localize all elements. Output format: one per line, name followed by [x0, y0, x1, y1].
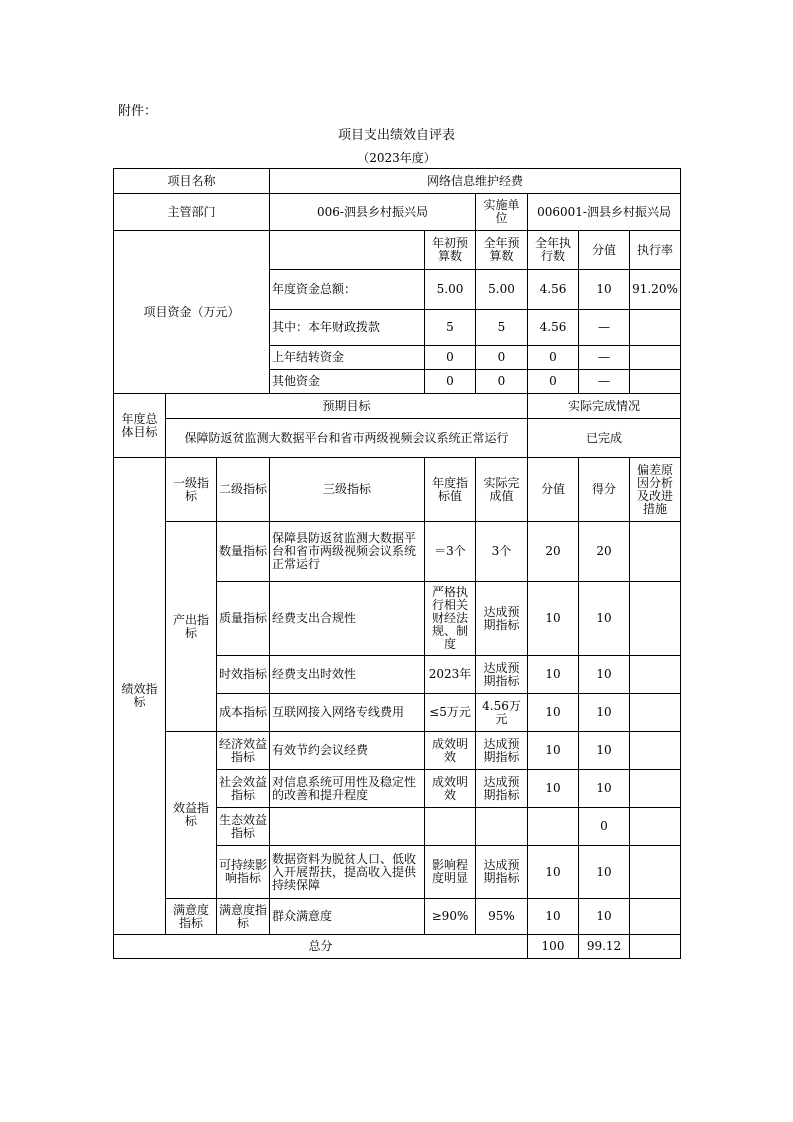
- indicator-target: ≥90%: [425, 899, 476, 935]
- attachment-label: 附件：: [118, 104, 158, 119]
- indicator-score-value: 10: [528, 732, 579, 770]
- indicators-header-level2: 二级指标: [217, 458, 270, 522]
- funds-row-rate: 91.20%: [630, 270, 681, 310]
- indicator-level3: 有效节约会议经费: [270, 732, 425, 770]
- funds-row-initial: 5: [425, 310, 476, 346]
- total-reason: [630, 935, 681, 959]
- indicators-header-actual: 实际完成值: [476, 458, 528, 522]
- department-value: 006-泗县乡村振兴局: [270, 194, 476, 231]
- total-row: [114, 935, 681, 959]
- goals-expected-label: 预期目标: [166, 394, 528, 419]
- funds-row-annual: 5: [476, 310, 528, 346]
- indicator-score: 10: [579, 770, 630, 808]
- indicator-score: 10: [579, 899, 630, 935]
- indicator-target: [425, 808, 476, 846]
- total-score-value: 100: [528, 935, 579, 959]
- indicator-level2: 经济效益指标: [217, 732, 270, 770]
- goals-content-row: [114, 419, 681, 458]
- indicator-level2: 时效指标: [217, 656, 270, 694]
- indicator-reason: [630, 899, 681, 935]
- indicator-score: 10: [579, 846, 630, 899]
- indicator-level3: 群众满意度: [270, 899, 425, 935]
- indicator-target: 成效明效: [425, 770, 476, 808]
- indicator-actual: 4.56万元: [476, 694, 528, 732]
- funds-row-name: 上年结转资金: [270, 346, 425, 370]
- indicator-reason: [630, 656, 681, 694]
- funds-header-blank: [270, 231, 425, 270]
- indicator-target: 影响程度明显: [425, 846, 476, 899]
- indicator-score: 10: [579, 694, 630, 732]
- indicator-level3: 经费支出时效性: [270, 656, 425, 694]
- indicators-label: 绩效指标: [114, 458, 166, 935]
- indicator-level2: 质量指标: [217, 582, 270, 656]
- project-name-label: 项目名称: [114, 169, 270, 194]
- indicator-level3: 保障县防返贫监测大数据平台和省市两级视频会议系统正常运行: [270, 522, 425, 582]
- funds-row-initial: 0: [425, 346, 476, 370]
- indicator-score: 0: [579, 808, 630, 846]
- indicator-score-value: 10: [528, 582, 579, 656]
- funds-header-executed: 全年执行数: [528, 231, 579, 270]
- goals-header-row: [114, 394, 681, 419]
- indicator-target: 严格执行相关财经法规、制度: [425, 582, 476, 656]
- funds-header-annual: 全年预算数: [476, 231, 528, 270]
- indicator-score: 20: [579, 522, 630, 582]
- total-score: 99.12: [579, 935, 630, 959]
- funds-row-score-value: —: [579, 310, 630, 346]
- indicators-header-reason: 偏差原因分析及改进措施: [630, 458, 681, 522]
- indicator-reason: [630, 846, 681, 899]
- indicators-header-level1: 一级指标: [166, 458, 217, 522]
- indicator-score: 10: [579, 732, 630, 770]
- project-name-value: 网络信息维护经费: [270, 169, 681, 194]
- department-row: [114, 194, 681, 231]
- indicator-score-value: 10: [528, 899, 579, 935]
- indicator-score-value: [528, 808, 579, 846]
- goals-expected: 保障防返贫监测大数据平台和省市两级视频会议系统正常运行: [166, 419, 528, 458]
- indicator-target: ＝3个: [425, 522, 476, 582]
- indicator-actual: 达成预期指标: [476, 582, 528, 656]
- indicator-score-value: 10: [528, 770, 579, 808]
- indicator-actual: 3个: [476, 522, 528, 582]
- funds-header-initial: 年初预算数: [425, 231, 476, 270]
- indicator-reason: [630, 770, 681, 808]
- indicator-level1: 效益指标: [166, 732, 217, 899]
- implementing-unit-value: 006001-泗县乡村振兴局: [528, 194, 681, 231]
- indicator-target: 2023年: [425, 656, 476, 694]
- indicator-row: [114, 732, 681, 770]
- indicator-level3: 对信息系统可用性及稳定性的改善和提升程度: [270, 770, 425, 808]
- goals-actual: 已完成: [528, 419, 681, 458]
- indicator-level3: 经费支出合规性: [270, 582, 425, 656]
- form-title: 项目支出绩效自评表: [337, 128, 455, 143]
- indicator-score-value: 20: [528, 522, 579, 582]
- funds-row-executed: 0: [528, 346, 579, 370]
- indicators-header-score: 得分: [579, 458, 630, 522]
- indicator-actual: 95%: [476, 899, 528, 935]
- form-year: （2023年度）: [357, 151, 436, 165]
- funds-row-annual: 0: [476, 346, 528, 370]
- total-label: 总分: [114, 935, 528, 959]
- indicators-header-score-value: 分值: [528, 458, 579, 522]
- funds-row-rate: [630, 370, 681, 394]
- funds-row-name: 其中：本年财政拨款: [270, 310, 425, 346]
- indicator-reason: [630, 582, 681, 656]
- indicator-score: 10: [579, 582, 630, 656]
- indicator-row: [114, 899, 681, 935]
- funds-row-executed: 4.56: [528, 270, 579, 310]
- indicator-target: 成效明效: [425, 732, 476, 770]
- indicator-reason: [630, 522, 681, 582]
- funds-row-name: 年度资金总额：: [270, 270, 425, 310]
- funds-row-executed: 4.56: [528, 310, 579, 346]
- indicator-target: ≤5万元: [425, 694, 476, 732]
- indicator-actual: 达成预期指标: [476, 846, 528, 899]
- indicator-level3: 数据资料为脱贫人口、低收入开展帮扶，提高收入提供持续保障: [270, 846, 425, 899]
- funds-header-rate: 执行率: [630, 231, 681, 270]
- evaluation-table: [113, 168, 681, 959]
- indicator-level2: 社会效益指标: [217, 770, 270, 808]
- indicator-level2: 满意度指标: [217, 899, 270, 935]
- indicator-reason: [630, 808, 681, 846]
- funds-label: 项目资金（万元）: [114, 231, 270, 394]
- funds-row-initial: 0: [425, 370, 476, 394]
- implementing-unit-label: 实施单位: [476, 194, 528, 231]
- funds-row-executed: 0: [528, 370, 579, 394]
- project-name-row: [114, 169, 681, 194]
- indicator-level2: 可持续影响指标: [217, 846, 270, 899]
- funds-header-score-value: 分值: [579, 231, 630, 270]
- indicators-header-level3: 三级指标: [270, 458, 425, 522]
- funds-header-row: [114, 231, 681, 270]
- funds-row-name: 其他资金: [270, 370, 425, 394]
- indicators-header-row: [114, 458, 681, 522]
- funds-row-annual: 5.00: [476, 270, 528, 310]
- goals-label: 年度总体目标: [114, 394, 166, 458]
- funds-row-annual: 0: [476, 370, 528, 394]
- indicator-actual: [476, 808, 528, 846]
- funds-row-rate: [630, 346, 681, 370]
- indicator-actual: 达成预期指标: [476, 732, 528, 770]
- indicator-level2: 成本指标: [217, 694, 270, 732]
- indicators-header-target: 年度指标值: [425, 458, 476, 522]
- department-label: 主管部门: [114, 194, 270, 231]
- funds-row-score-value: —: [579, 346, 630, 370]
- indicator-actual: 达成预期指标: [476, 770, 528, 808]
- indicator-reason: [630, 694, 681, 732]
- indicator-reason: [630, 732, 681, 770]
- indicator-level1: 产出指标: [166, 522, 217, 732]
- indicator-level1: 满意度指标: [166, 899, 217, 935]
- indicator-score-value: 10: [528, 846, 579, 899]
- indicator-score: 10: [579, 656, 630, 694]
- funds-row-score-value: 10: [579, 270, 630, 310]
- indicator-level2: 数量指标: [217, 522, 270, 582]
- indicator-level2: 生态效益指标: [217, 808, 270, 846]
- indicator-score-value: 10: [528, 694, 579, 732]
- indicator-score-value: 10: [528, 656, 579, 694]
- indicator-row: [114, 522, 681, 582]
- indicator-actual: 达成预期指标: [476, 656, 528, 694]
- goals-actual-label: 实际完成情况: [528, 394, 681, 419]
- funds-row-score-value: —: [579, 370, 630, 394]
- indicator-level3: [270, 808, 425, 846]
- indicator-level3: 互联网接入网络专线费用: [270, 694, 425, 732]
- funds-row-rate: [630, 310, 681, 346]
- funds-row-initial: 5.00: [425, 270, 476, 310]
